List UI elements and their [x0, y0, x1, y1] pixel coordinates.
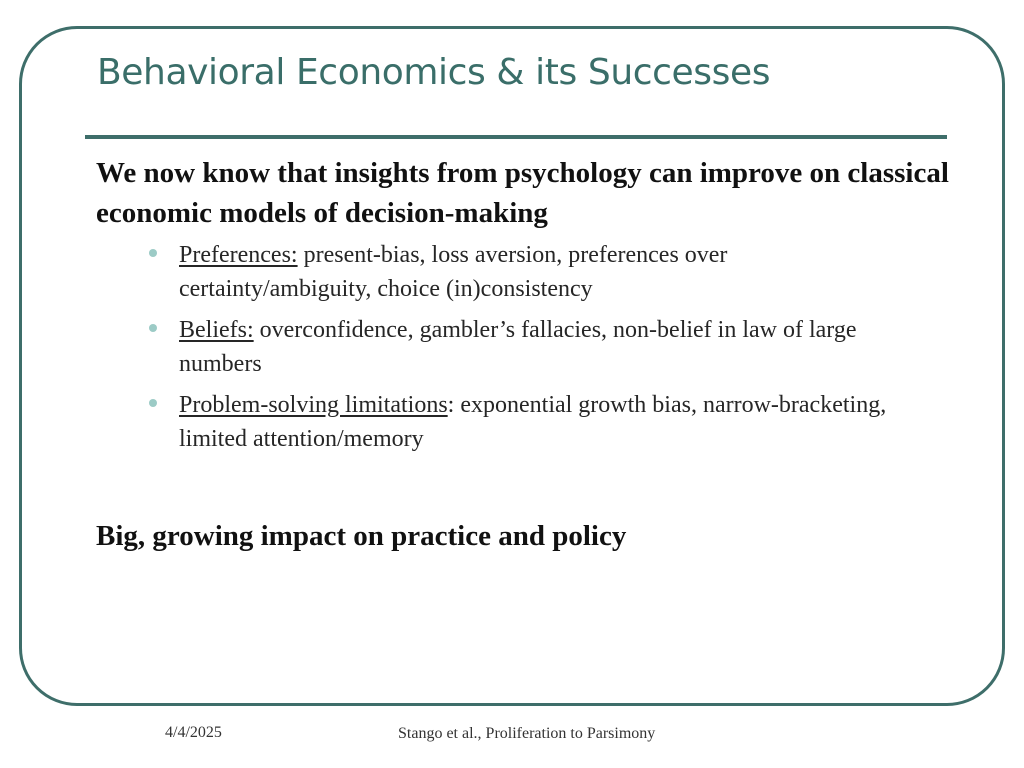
bullet-term: Problem-solving limitations: [179, 392, 448, 418]
title-divider: [85, 135, 947, 139]
policy-statement: Big, growing impact on practice and policy: [96, 520, 627, 552]
bullet-text: overconfidence, gambler’s fallacies, non-belief in law of large numbers: [179, 317, 857, 377]
bullet-text: : exponential growth bias, narrow-bracketing, limited attention/memory: [179, 392, 887, 452]
bullet-dot-icon: [149, 324, 157, 332]
bullet-term: Beliefs:: [179, 317, 254, 343]
footer-source: Stango et al., Proliferation to Parsimony: [398, 725, 656, 742]
bullet-list: [148, 238, 908, 463]
lead-statement: We now know that insights from psychology can improve on classical economic models of decision-making: [96, 157, 949, 229]
bullet-dot-icon: [149, 399, 157, 407]
bullet-preferences: [148, 238, 908, 306]
bullet-problem-solving: [148, 388, 908, 456]
footer-date: 4/4/2025: [165, 724, 222, 741]
bullet-term: Preferences:: [179, 242, 298, 268]
bullet-text: present-bias, loss aversion, preferences over certainty/ambiguity, choice (in)consistency: [179, 242, 728, 302]
bullet-dot-icon: [149, 249, 157, 257]
bullet-beliefs: [148, 313, 908, 381]
slide-title: Behavioral Economics & its Successes: [97, 52, 771, 93]
